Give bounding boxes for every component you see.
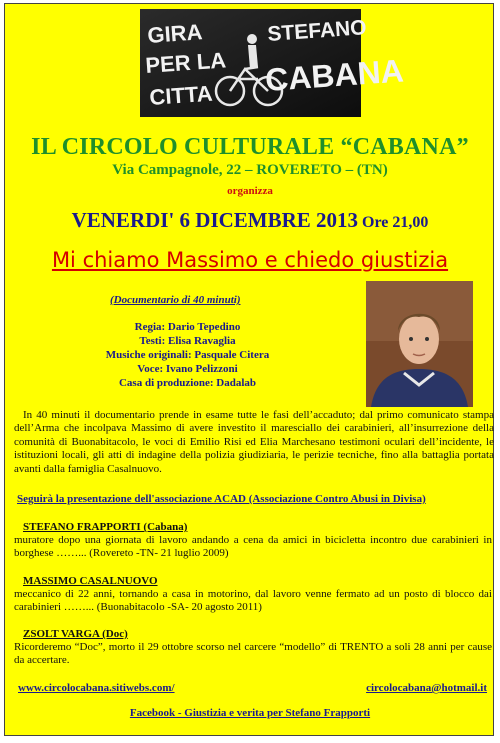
- banner-left-2: PER LA: [144, 47, 227, 78]
- case-text-casalnuovo: meccanico di 22 anni, tornando a casa in motorino, dal lavoro venne fermato ad un posto di blocco dai carabinieri ……... (Buonabitacolo -SA- 20 agosto 2011): [14, 588, 492, 614]
- case-text-frapporti: muratore dopo una giornata di lavoro andando a cena da amici in bicicletta incontro due carabinieri in borghese ……... (Rovereto -TN- 21 luglio 2009): [14, 534, 492, 560]
- banner-graphic: [140, 9, 405, 117]
- banner-left-1: GIRA: [146, 19, 204, 48]
- credit-voice: Voce: Ivano Pelizzoni: [137, 363, 238, 375]
- case-name-varga: ZSOLT VARGA (Doc): [23, 628, 128, 640]
- credit-director: Regia: Dario Tepedino: [134, 321, 241, 333]
- organizza-label: organizza: [227, 185, 273, 197]
- website-link[interactable]: www.circolocabana.sitiwebs.com/: [18, 682, 175, 694]
- email-link[interactable]: circolocabana@hotmail.it: [366, 682, 487, 694]
- banner-right-2: CABANA: [263, 52, 405, 98]
- portrait-photo: [366, 281, 473, 407]
- event-date-day: VENERDI' 6 DICEMBRE 2013: [71, 208, 359, 232]
- case-name-frapporti: STEFANO FRAPPORTI (Cabana): [23, 521, 188, 533]
- facebook-link[interactable]: Facebook - Giustizia e verita per Stefano Frapporti: [129, 707, 371, 719]
- description-paragraph: [14, 409, 494, 476]
- banner-text: [145, 16, 405, 110]
- credit-music: Musiche originali: Pasquale Citera: [105, 349, 270, 361]
- credit-production: Casa di produzione: Dadalab: [118, 377, 257, 389]
- case-name-casalnuovo: MASSIMO CASALNUOVO: [23, 575, 158, 587]
- credit-texts: Testi: Elisa Ravaglia: [139, 335, 236, 347]
- poster: [4, 3, 494, 736]
- event-date: [5, 208, 495, 233]
- banner-right-1: STEFANO: [266, 16, 368, 46]
- banner-left-3: CITTA: [148, 80, 214, 110]
- event-time: Ore 21,00: [362, 214, 429, 231]
- organizer-title: IL CIRCOLO CULTURALE “CABANA”: [31, 134, 469, 160]
- case-text-varga: Ricorderemo “Doc”, morto il 29 ottobre scorso nel carcere “modello” di TRENTO a soli 28 anni per cause da accertare.: [14, 641, 492, 667]
- banner-image: [140, 9, 405, 117]
- description-text: In 40 minuti il documentario prende in esame tutte le fasi dell’accaduto; dal primo comunicato stampa dell’Arma che incolpava Massimo di avere investito il maresciallo dei carabinieri, all’insurrezione della comunità di Buonabitacolo, le voci di Emilio Risi ed Elia Marchesano testimoni oculari dell’incidente, le istituzioni locali, gli atti di indagine della polizia giudiziaria, le perizie tecniche, fino alla battaglia portata avanti dalla famiglia Casalnuovo.: [14, 409, 494, 475]
- documentary-note: (Documentario di 40 minuti): [110, 294, 241, 306]
- film-title: Mi chiamo Massimo e chiedo giustizia: [51, 248, 449, 272]
- acad-announcement: Seguirà la presentazione dell'associazione ACAD (Associazione Contro Abusi in Divisa): [17, 493, 426, 505]
- portrait-graphic: [366, 281, 473, 407]
- credits-block: [105, 320, 270, 390]
- organizer-address: Via Campagnole, 22 – ROVERETO – (TN): [112, 162, 388, 178]
